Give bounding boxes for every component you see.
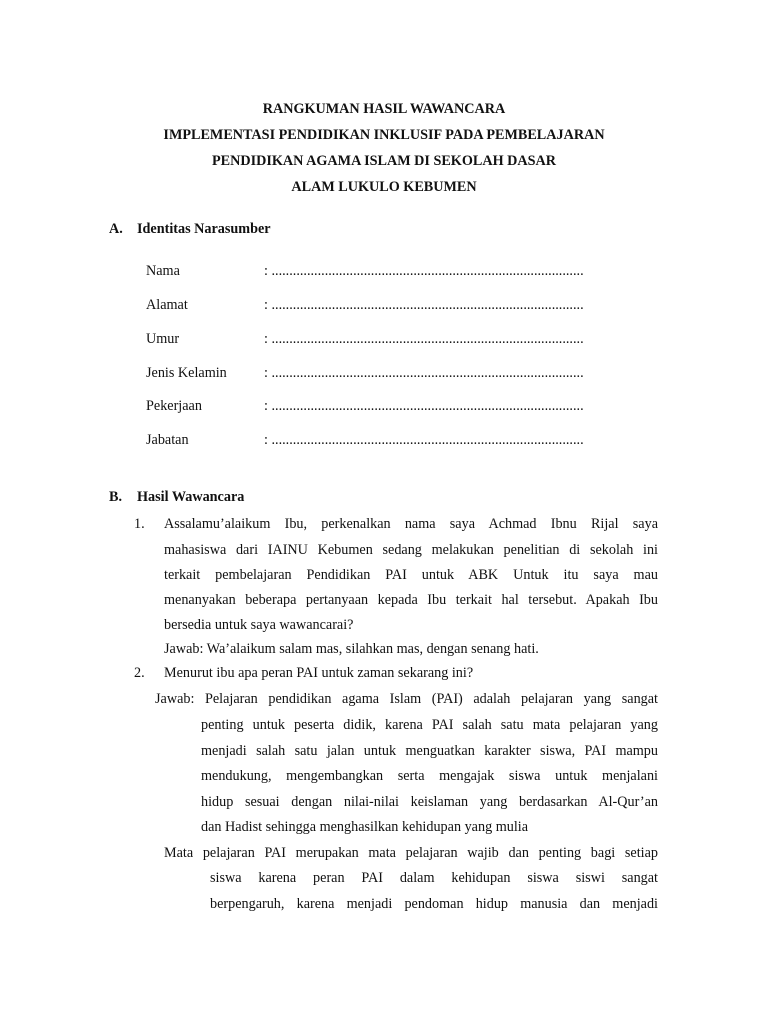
title-line-1: RANGKUMAN HASIL WAWANCARA [262, 101, 506, 117]
section-b-title: Hasil Wawancara [137, 489, 245, 505]
answer-1: Jawab: Wa’alaikum salam mas, silahkan mas, dengan senang hati. [164, 641, 539, 657]
question-1-number: 1. [134, 516, 145, 532]
answer-2-line: penting untuk peserta didik, karena PAI salah satu mata pelajaran yang [201, 717, 658, 733]
question-1-line: Assalamu’alaikum Ibu, perkenalkan nama saya Achmad Ibnu Rijal saya [164, 516, 658, 532]
question-2-number: 2. [134, 665, 145, 681]
answer-2-paragraph-line: berpengaruh, karena menjadi pendoman hidup manusia dan menjadi [210, 896, 658, 912]
title-line-3: PENDIDIKAN AGAMA ISLAM DI SEKOLAH DASAR [211, 153, 557, 169]
field-blank: : ........................................................................................ [264, 398, 584, 414]
field-blank: : ........................................................................................ [264, 432, 584, 448]
answer-2-line: menjadi salah satu jalan untuk menguatkan karakter siswa, PAI mampu [201, 743, 658, 759]
answer-2-paragraph-line: Mata pelajaran PAI merupakan mata pelajaran wajib dan penting bagi setiap [164, 845, 658, 861]
section-a-number: A. [109, 221, 123, 237]
question-1-line: terkait pembelajaran Pendidikan PAI untuk ABK Untuk itu saya mau [164, 567, 658, 583]
question-1-line: mahasiswa dari IAINU Kebumen sedang melakukan penelitian di sekolah ini [164, 542, 658, 558]
field-jenis-kelamin [146, 365, 584, 382]
title-line-4: ALAM LUKULO KEBUMEN [291, 179, 477, 195]
field-blank: : ........................................................................................ [264, 297, 584, 313]
field-label: Nama [146, 263, 180, 279]
section-a-heading [109, 221, 271, 238]
field-label: Jabatan [146, 432, 189, 448]
answer-2-line: mendukung, mengembangkan serta mengajak siswa untuk menjalani [201, 768, 658, 784]
answer-2-line: hidup sesuai dengan nilai-nilai keislaman yang berdasarkan Al-Qur’an [201, 794, 658, 810]
field-alamat [146, 297, 584, 314]
field-label: Pekerjaan [146, 398, 202, 414]
section-a-title: Identitas Narasumber [137, 221, 271, 237]
field-umur [146, 331, 584, 348]
question-1-line: bersedia untuk saya wawancarai? [164, 617, 354, 633]
answer-2-line: dan Hadist sehingga menghasilkan kehidupan yang mulia [201, 819, 529, 835]
section-b-heading [109, 489, 244, 506]
title-line-2: IMPLEMENTASI PENDIDIKAN INKLUSIF PADA PEMBELAJARAN [163, 127, 605, 143]
field-label: Alamat [146, 297, 188, 313]
field-label: Umur [146, 331, 180, 347]
question-2: Menurut ibu apa peran PAI untuk zaman sekarang ini? [164, 665, 474, 681]
field-label: Jenis Kelamin [146, 365, 227, 381]
section-b-number: B. [109, 489, 123, 505]
field-pekerjaan [146, 398, 584, 415]
answer-2-line: Jawab: Pelajaran pendidikan agama Islam (PAI) adalah pelajaran yang sangat [155, 691, 658, 707]
field-nama [146, 263, 584, 280]
question-1-line: menanyakan beberapa pertanyaan kepada Ibu terkait hal tersebut. Apakah Ibu [164, 592, 658, 608]
field-blank: : ........................................................................................ [264, 365, 584, 381]
field-blank: : ........................................................................................ [264, 263, 584, 279]
field-blank: : ........................................................................................ [264, 331, 584, 347]
field-jabatan [146, 432, 584, 449]
answer-2-paragraph-line: siswa karena peran PAI dalam kehidupan siswa siswi sangat [210, 870, 658, 886]
